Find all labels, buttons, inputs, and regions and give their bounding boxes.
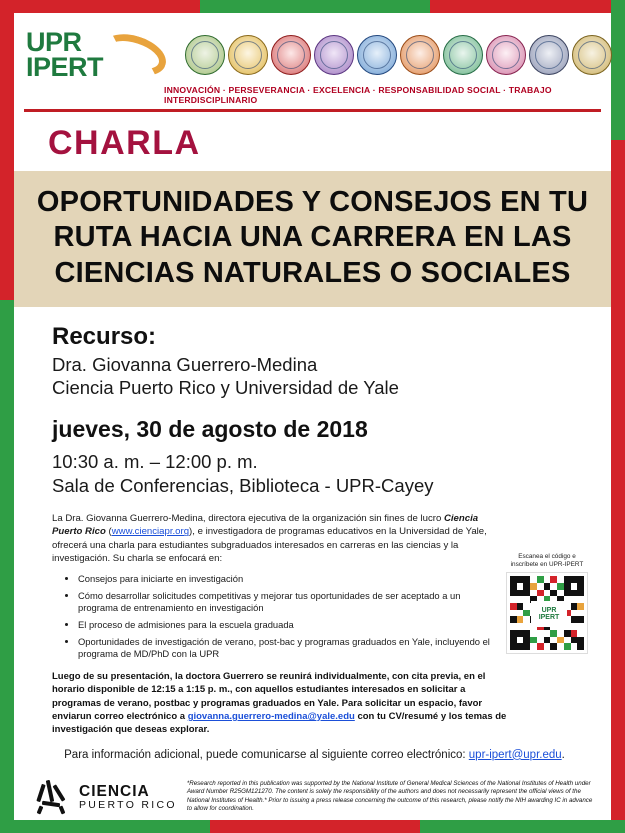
logo-line-1: UPR — [26, 27, 82, 58]
list-item: • Consejos para iniciarte en investigación — [78, 573, 502, 586]
seal-icon — [357, 35, 397, 75]
cpr-line-2: PUERTO RICO — [79, 798, 177, 811]
institution-seals — [181, 35, 612, 75]
meeting-note-part-2: con tu CV/resumé y los temas de investigación que deseas explorar. — [52, 711, 507, 736]
description-part-1: La Dra. Giovanna Guerrero-Medina, directora ejecutiva de la organización sin fines de lucro — [52, 513, 444, 525]
upr-ipert-logo-text — [26, 27, 104, 82]
decor-band-bottom-mid — [210, 820, 420, 833]
seal-icon — [228, 35, 268, 75]
coqui-icon — [36, 780, 72, 814]
decor-band-top-mid — [200, 0, 430, 13]
contact-email-link[interactable]: upr-ipert@upr.edu — [468, 748, 562, 761]
kicker-row — [14, 112, 611, 171]
decor-band-left-green — [0, 300, 14, 833]
logo-line-2: IPERT — [26, 52, 104, 82]
kicker-label: CHARLA — [48, 124, 201, 162]
description-paren: ( — [105, 526, 112, 538]
speaker-name: Dra. Giovanna Guerrero-Medina — [52, 354, 318, 376]
decor-band-bottom-right — [420, 820, 625, 833]
description-part-2: ), e investigadora de programas educativos en la Universidad de Yale, ofrecerá una charla para estudiantes subgraduados interesados en carreras en las ciencias y la investigación. Su charla se enfocará en: — [52, 526, 487, 564]
event-date: jueves, 30 de agosto de 2018 — [52, 416, 368, 442]
header — [14, 13, 611, 95]
qr-caption — [501, 553, 593, 569]
speaker-email-link[interactable]: giovanna.guerrero-medina@yale.edu — [187, 711, 355, 723]
list-item: • Cómo desarrollar solicitudes competitivas y mejorar tus oportunidades de ser aceptado a un programa de entrenamiento en investigación — [78, 590, 502, 615]
decor-band-left-red — [0, 0, 14, 300]
qr-center-line-2: IPERT — [538, 614, 560, 622]
qr-code-icon[interactable] — [506, 572, 588, 654]
qr-block — [501, 553, 593, 654]
seal-icon — [271, 35, 311, 75]
seal-icon — [572, 35, 612, 75]
event-place: Sala de Conferencias, Biblioteca - UPR-Cayey — [52, 475, 434, 497]
decor-band-bottom-left — [0, 820, 210, 833]
upr-ipert-logo — [26, 27, 173, 82]
qr-center-line-1: UPR — [541, 606, 557, 614]
seal-icon — [486, 35, 526, 75]
funding-disclaimer: *Research reported in this publication was supported by the National Institute of General Medical Sciences of the National Institutes of Health under Award Number R25GM121270. The content is solely the responsibility of the authors and does not necessarily represent the official views of the National Institutes of Health.* Prior to issuing a press release concerning the outcome of this research, please notify the NIH awarding IC in advance to allow for coordination. — [186, 780, 593, 813]
qr-caption-line-2: inscríbete en UPR-IPERT — [510, 561, 584, 569]
title-block — [14, 171, 611, 307]
decor-band-right-green — [611, 0, 625, 140]
poster-inner — [14, 13, 611, 820]
decor-band-top-left — [0, 0, 200, 13]
list-item: • Oportunidades de investigación de verano, post-bac y programas graduados en Yale, incluyendo el programa de MD/PhD con la UPR — [78, 636, 502, 661]
list-item: • El proceso de admisiones para la escuela graduada — [78, 619, 502, 632]
seal-icon — [443, 35, 483, 75]
contact-line — [52, 749, 577, 761]
resource-label: Recurso: — [52, 323, 157, 351]
header-tagline: INNOVACIÓN · PERSEVERANCIA · EXCELENCIA · RESPONSABILIDAD SOCIAL · TRABAJO INTERDISCIPLINARIO — [164, 85, 552, 105]
seal-icon — [185, 35, 225, 75]
seal-icon — [529, 35, 569, 75]
speaker-affiliation: Ciencia Puerto Rico y Universidad de Yale — [52, 377, 399, 399]
cpr-line-1: CIENCIA — [79, 783, 150, 800]
seal-icon — [400, 35, 440, 75]
decor-band-right-red — [611, 140, 625, 833]
ciencia-puerto-rico-logo — [36, 778, 177, 814]
qr-caption-line-1: Escanea el código e — [518, 553, 576, 561]
contact-text: Para información adicional, puede comunicarse al siguiente correo electrónico: — [64, 748, 469, 761]
body-content — [14, 307, 611, 772]
qr-center-logo — [531, 601, 567, 627]
cienciapr-link[interactable]: www.cienciapr.org — [111, 526, 190, 538]
bullet-list — [52, 573, 502, 661]
page-title: OPORTUNIDADES Y CONSEJOS EN TU RUTA HACIA UNA CARRERA EN LAS CIENCIAS NATURALES O SOCIALES — [36, 186, 589, 289]
contact-period: . — [561, 748, 565, 761]
description-paragraph — [52, 512, 492, 565]
footer — [14, 772, 611, 820]
swoosh-icon — [101, 32, 173, 78]
seal-icon — [314, 35, 354, 75]
event-time: 10:30 a. m. – 12:00 p. m. — [52, 451, 258, 472]
decor-band-top-right — [430, 0, 625, 13]
meeting-note-part-1: Luego de su presentación, la doctora Guerrero se reunirá individualmente, con cita previa, en el horario disponible de 12:15 a 1:15 p. m., con aquellos estudiantes interesados en solicitar a programas de verano, postbac y programas graduados en Yale. Para solicitar un espacio, favor enviarun correo electrónico a — [52, 671, 486, 723]
meeting-note — [52, 670, 507, 736]
ciencia-puerto-rico-wordmark — [79, 784, 177, 810]
description-org: Ciencia Puerto Rico — [52, 513, 479, 538]
